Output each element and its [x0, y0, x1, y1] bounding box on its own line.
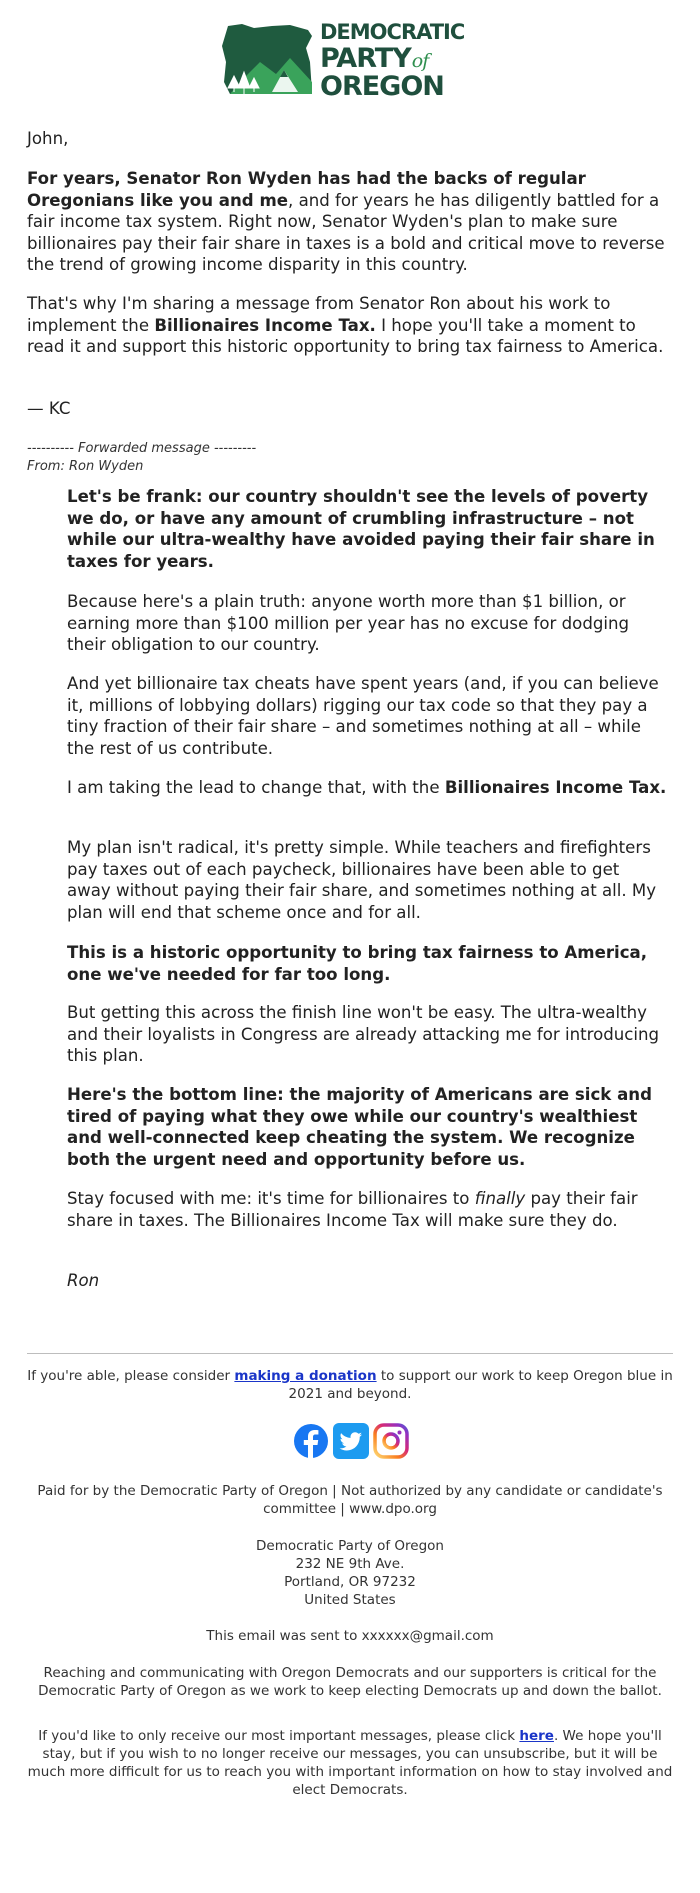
oregon-state-icon: [220, 22, 318, 100]
quote-paragraph-9: [67, 1188, 667, 1231]
logo-party: PARTYof: [320, 43, 429, 74]
donate-text: [27, 1367, 673, 1403]
intro-bold: For years, Senator Ron Wyden has had the backs of regular Oregonians like you and me: [27, 169, 586, 210]
quote-paragraph-1: Let's be frank: our country shouldn't see the levels of poverty we do, or have any amount of crumbling infrastructure – not while our ultra-wealthy have avoided paying their fair share in taxes for years.: [67, 487, 655, 571]
important-messages-link[interactable]: here: [519, 1728, 554, 1744]
paid-for-disclaimer: Paid for by the Democratic Party of Oregon | Not authorized by any candidate or candidate's committee | www.dpo.org: [37, 1483, 663, 1517]
quote-paragraph-4: [67, 777, 667, 799]
sharing-paragraph: [27, 293, 673, 358]
q9-start: Stay focused with me: it's time for billionaires to: [67, 1189, 475, 1208]
unsubscribe-notice: [27, 1727, 673, 1799]
quote-paragraph-5: My plan isn't radical, it's pretty simple. While teachers and firefighters pay taxes out of each paycheck, billionaires have been able to get away without paying their fair share, and sometimes nothing at all. My plan will end that scheme once and for all.: [67, 838, 657, 922]
quote-paragraph-8: Here's the bottom line: the majority of Americans are sick and tired of paying what they owe while our country's wealthiest and well-connected keep cheating the system. We recognize both the urgent need and opportunity before us.: [67, 1085, 652, 1169]
address-city: Portland, OR 97232: [284, 1574, 416, 1590]
logo-oregon: OREGON: [320, 71, 444, 102]
sharing-end: I hope you'll take a moment to read it and support this historic opportunity to bring tax fairness to America.: [27, 315, 664, 356]
quote-paragraph-7: But getting this across the finish line won't be easy. The ultra-wealthy and their loyalists in Congress are already attacking me for introducing this plan.: [67, 1003, 660, 1065]
address-org: Democratic Party of Oregon: [256, 1538, 444, 1554]
mailing-address: [27, 1537, 673, 1609]
quote-paragraph-3: And yet billionaire tax cheats have spent years (and, if you can believe it, millions of lobbying dollars) rigging our tax code so that they pay a tiny fraction of their fair share – and sometimes nothing at all – while the rest of us contribute.: [67, 674, 659, 758]
facebook-icon[interactable]: [293, 1423, 329, 1459]
intro-rest: , and for years he has diligently battled for a fair income tax system. Right now, Senator Wyden's plan to make sure billionaires pay their fair share in taxes is a bold and critical move to reverse the trend of growing income disparity in this country.: [27, 190, 665, 274]
address-country: United States: [304, 1592, 396, 1608]
forwarded-from: From: Ron Wyden: [27, 459, 144, 474]
unsub-end: . We hope you'll stay, but if you wish to no longer receive our messages, you can unsubscribe, but it will be much more difficult for us to reach you with important information on how to stay involved and elect Democrats.: [27, 1728, 673, 1798]
kc-signoff: — KC: [27, 399, 71, 418]
forwarded-line: ---------- Forwarded message ---------: [27, 441, 257, 456]
quote-paragraph-2: Because here's a plain truth: anyone worth more than $1 billion, or earning more than $100 million per year has no excuse for dodging their obligation to our country.: [67, 592, 630, 654]
q9-italic: finally: [474, 1189, 526, 1208]
twitter-icon[interactable]: [333, 1423, 369, 1459]
donate-end: to support our work to keep Oregon blue in 2021 and beyond.: [288, 1368, 673, 1402]
intro-paragraph: [27, 168, 673, 276]
address-street: 232 NE 9th Ave.: [295, 1556, 405, 1572]
q4-bold: Billionaires Income Tax.: [444, 778, 667, 797]
ron-signature: Ron: [67, 1271, 100, 1290]
q9-end: pay their fair share in taxes. The Billionaires Income Tax will make sure they do.: [67, 1189, 638, 1230]
donation-link[interactable]: making a donation: [234, 1368, 377, 1384]
reaching-notice: Reaching and communicating with Oregon Democrats and our supporters is critical for the Democratic Party of Oregon as we work to keep electing Democrats up and down the ballot.: [38, 1665, 662, 1699]
instagram-icon[interactable]: [373, 1423, 409, 1459]
footer-divider: [27, 1353, 673, 1354]
sharing-start: That's why I'm sharing a message from Senator Ron about his work to implement the: [27, 294, 611, 335]
logo-wordmark: [320, 22, 480, 100]
social-links: [293, 1423, 409, 1459]
quote-paragraph-6: This is a historic opportunity to bring tax fairness to America, one we've needed for far too long.: [67, 943, 648, 984]
donate-start: If you're able, please consider: [27, 1368, 235, 1384]
q4-start: I am taking the lead to change that, with the: [67, 778, 445, 797]
greeting: John,: [27, 129, 69, 148]
sent-to-notice: This email was sent to xxxxxx@gmail.com: [206, 1628, 494, 1644]
logo-democratic: DEMOCRATIC: [320, 20, 465, 44]
logo-of: of: [411, 50, 429, 72]
unsub-start: If you'd like to only receive our most important messages, please click: [38, 1728, 520, 1744]
sharing-bold: Billionaires Income Tax.: [154, 315, 376, 335]
dpo-logo: [220, 22, 470, 100]
forwarded-header: [27, 440, 256, 476]
